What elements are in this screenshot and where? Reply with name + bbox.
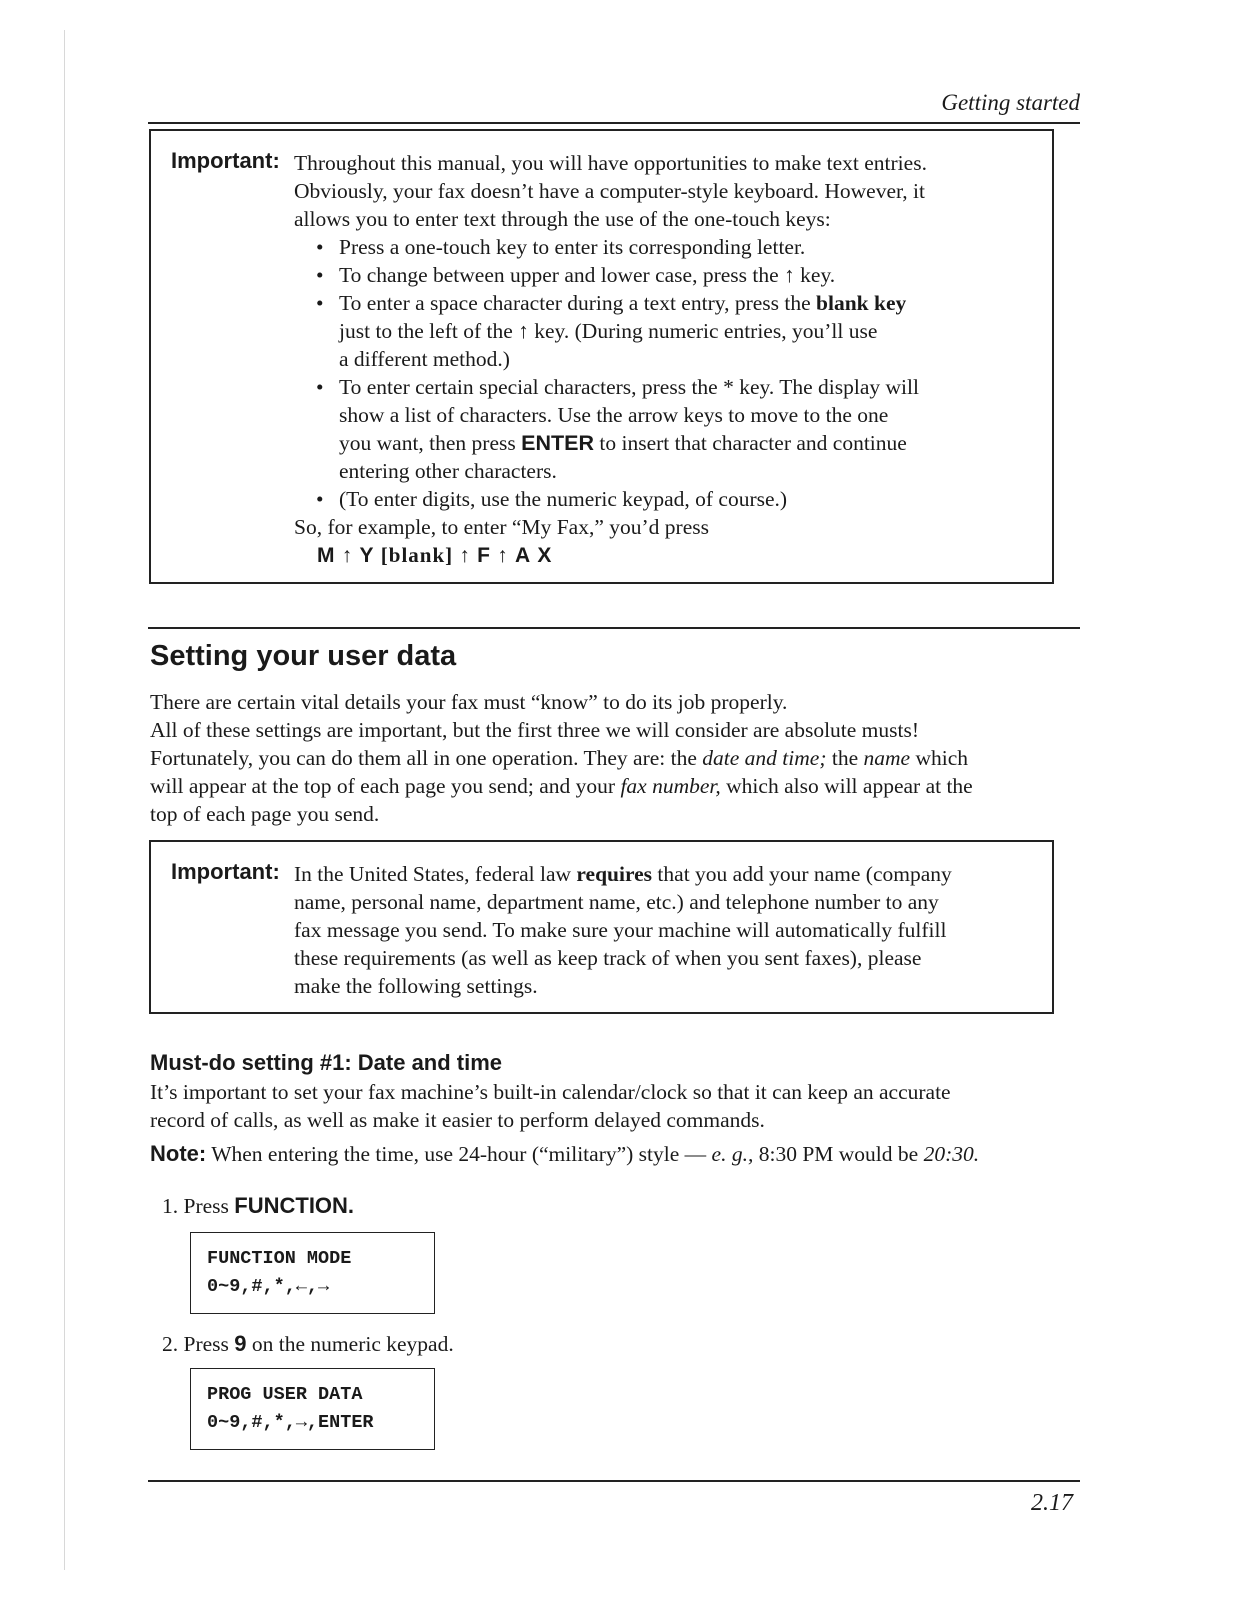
section-title: Setting your user data <box>150 640 457 672</box>
text: When entering the time, use 24-hour (“military”) style — <box>211 1142 712 1166</box>
binding-line <box>64 30 65 1570</box>
intro-line: Throughout this manual, you will have opportunities to make text entries. <box>294 151 927 175</box>
step-text: Press <box>183 1194 235 1218</box>
text: that you add your name (company <box>652 862 952 886</box>
text: 8:30 PM would be <box>753 1142 924 1166</box>
paragraph-line: There are certain vital details your fax must “know” to do its job properly. <box>150 690 788 714</box>
bullet-item: • Press a one-touch key to enter its corresponding letter. <box>316 233 919 261</box>
text: In the United States, federal law <box>294 862 577 886</box>
text-entry-bullets <box>316 233 919 513</box>
bullet-text: show a list of characters. Use the arrow keys to move to the one <box>339 403 889 427</box>
step-command: 9 <box>234 1331 247 1356</box>
key-sequence <box>317 541 552 570</box>
bullet-item <box>316 373 919 485</box>
intro-line: allows you to enter text through the use of the one-touch keys: <box>294 207 831 231</box>
note-label: Note: <box>150 1141 207 1166</box>
section-rule <box>148 627 1080 629</box>
shift-up-icon: ↑ <box>341 543 354 567</box>
text: the <box>826 746 864 770</box>
lcd-line: PROG USER DATA <box>207 1384 363 1405</box>
section-intro <box>150 688 1080 828</box>
footer-rule <box>148 1480 1080 1482</box>
key-f: F <box>477 544 491 567</box>
text-line: these requirements (as well as keep track of when you sent faxes), please <box>294 946 922 970</box>
paragraph-line: It’s important to set your fax machine’s built-in calendar/clock so that it can keep an accurate <box>150 1080 951 1104</box>
step-text: on the numeric keypad. <box>246 1332 454 1356</box>
step-text: Press <box>183 1332 235 1356</box>
key-m: M <box>317 544 336 567</box>
intro-line: Obviously, your fax doesn’t have a computer-style keyboard. However, it <box>294 179 925 203</box>
bullet-text: To enter certain special characters, press the * key. The display will <box>339 375 919 399</box>
text: Fortunately, you can do them all in one operation. They are: the <box>150 746 703 770</box>
key-y: Y <box>359 544 375 567</box>
important-label: Important: <box>171 859 280 884</box>
emphasis: fax number, <box>620 774 721 798</box>
shift-up-icon: ↑ <box>459 543 471 567</box>
lcd-display-prog-user-data <box>190 1368 435 1450</box>
text-line <box>294 860 952 888</box>
paragraph-line: top of each page you send. <box>150 802 380 826</box>
bullet-bold: blank key <box>816 291 907 315</box>
page-number: 2.17 <box>1031 1490 1073 1516</box>
legal-text <box>294 860 952 1000</box>
bullet-item <box>316 289 919 373</box>
lcd-display-function-mode <box>190 1232 435 1314</box>
bullet-text: just to the left of the ↑ key. (During numeric entries, you’ll use <box>339 319 878 343</box>
subsection-title: Must-do setting #1: Date and time <box>150 1050 503 1075</box>
step-2 <box>162 1331 454 1357</box>
bullet-item: • To change between upper and lower case, press the ↑ key. <box>316 261 919 289</box>
step-number: 2. <box>162 1332 179 1356</box>
bullet-item: • (To enter digits, use the numeric keypad, of course.) <box>316 485 919 513</box>
setting-description <box>150 1078 1080 1134</box>
important-box-text-entry <box>149 129 1054 584</box>
text: which <box>910 746 969 770</box>
bullet-text: to insert that character and continue <box>594 431 907 455</box>
shift-up-icon: ↑ <box>497 543 509 567</box>
header-rule <box>148 122 1080 124</box>
text: will appear at the top of each page you send; and your <box>150 774 621 798</box>
important-intro <box>294 149 927 233</box>
emphasis: 20:30. <box>923 1142 980 1166</box>
paragraph-line: All of these settings are important, but the first three we will consider are absolute musts! <box>150 718 920 742</box>
note <box>150 1140 979 1168</box>
text: which also will appear at the <box>720 774 973 798</box>
paragraph-line: record of calls, as well as make it easier to perform delayed commands. <box>150 1108 765 1132</box>
text-line: name, personal name, department name, etc.) and telephone number to any <box>294 890 939 914</box>
text-line: fax message you send. To make sure your machine will automatically fulfill <box>294 918 947 942</box>
emphasis: e. g., <box>711 1142 754 1166</box>
bullet-text: To enter a space character during a text entry, press the <box>339 291 817 315</box>
bullet-text: you want, then press <box>339 431 522 455</box>
lcd-line: FUNCTION MODE <box>207 1248 352 1269</box>
running-header: Getting started <box>941 90 1080 115</box>
enter-key-label: ENTER <box>521 431 594 455</box>
step-number: 1. <box>162 1194 179 1218</box>
key-x: X <box>537 544 553 567</box>
important-label: Important: <box>171 148 280 173</box>
bold-text: requires <box>576 862 653 886</box>
example-line: So, for example, to enter “My Fax,” you’d press <box>294 515 709 539</box>
paragraph-line <box>150 772 1080 800</box>
lcd-line: 0~9,#,*,→,ENTER <box>207 1412 374 1433</box>
lcd-line: 0~9,#,*,←,→ <box>207 1276 330 1297</box>
bullet-text: entering other characters. <box>339 459 557 483</box>
emphasis: date and time; <box>702 746 827 770</box>
key-a: A <box>514 544 532 567</box>
important-box-legal <box>149 840 1054 1014</box>
step-1 <box>162 1193 354 1219</box>
bullet-text: a different method.) <box>339 347 510 371</box>
step-command: FUNCTION. <box>234 1193 355 1218</box>
text-line: make the following settings. <box>294 974 538 998</box>
emphasis: name <box>863 746 911 770</box>
paragraph-line <box>150 744 1080 772</box>
key-blank: [blank] <box>380 543 454 567</box>
